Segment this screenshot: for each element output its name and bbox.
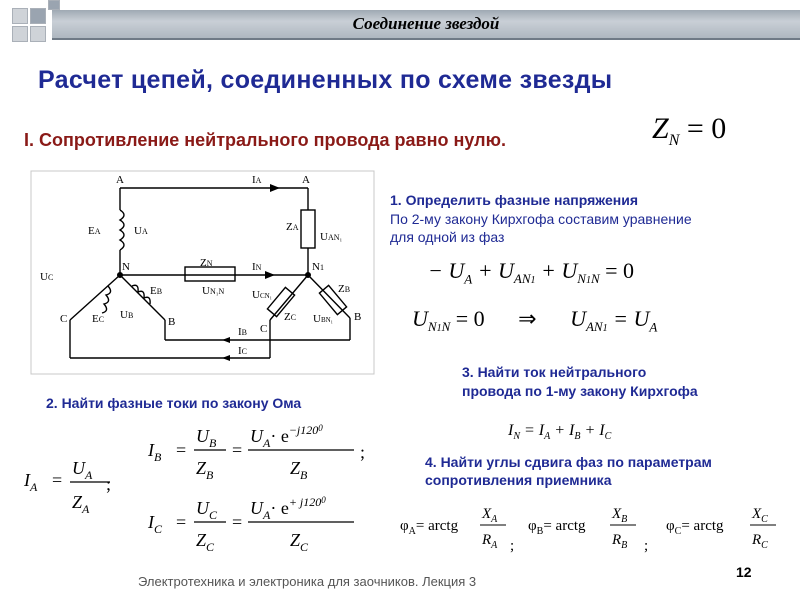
label-IA: IA xyxy=(252,174,262,186)
decor-square xyxy=(30,26,46,42)
decor-square xyxy=(30,8,46,24)
label-UBN: UBN₁ xyxy=(313,313,334,325)
ic-eq1: = xyxy=(176,512,187,532)
footer-text: Электротехника и электроника для заочников. Лекция 3 xyxy=(138,574,477,589)
ib-den2: $Z_B$ xyxy=(290,458,308,482)
label-UA: UA xyxy=(134,225,148,237)
node-A-left: A xyxy=(116,174,124,186)
ia-eq: = xyxy=(52,470,63,490)
node-B-right: B xyxy=(354,311,362,323)
ib-eq1: = xyxy=(176,440,187,460)
label-ZN: ZN xyxy=(200,257,213,269)
header-banner xyxy=(52,10,800,40)
phi-a xyxy=(400,506,514,554)
label-UAN: UAN₁ xyxy=(320,231,343,243)
label-UNN: UN₁N xyxy=(202,285,225,297)
page-number: 12 xyxy=(736,564,752,580)
ic-eq2: = xyxy=(232,512,243,532)
phi-b xyxy=(528,506,648,554)
node-B-left: B xyxy=(168,316,176,328)
section-heading: I. Сопротивление нейтрального провода равно нулю. xyxy=(24,130,506,150)
step1-heading: 1. Определить фазные напряжения xyxy=(390,192,639,208)
ib-num2: $U_A\cdot e^{-j120}0$ xyxy=(250,423,323,450)
ic-num2: $U_A\cdot e^{+ j120}0$ xyxy=(250,495,326,522)
svg-text:φA= arctg: $\varphi_A=$ arctg xyxy=(400,518,459,537)
node-C-left: C xyxy=(60,313,68,325)
node-N1: N1 xyxy=(312,261,324,273)
svg-text:RA: $R_A$ xyxy=(482,532,498,551)
step4-line2: сопротивления приемника xyxy=(425,472,612,488)
ic-den1: $Z_C$ xyxy=(196,530,215,554)
label-EA: EA xyxy=(88,225,101,237)
ic-num1: $U_C$ xyxy=(196,498,218,522)
label-EB: EB xyxy=(150,285,163,297)
banner-title: Соединение звездой xyxy=(352,14,500,33)
step4-line1: 4. Найти углы сдвига фаз по параметрам xyxy=(425,454,712,470)
ib-lhs: $I_B$ xyxy=(148,440,162,464)
page-title: Расчет цепей, соединенных по схеме звезды xyxy=(38,66,613,94)
svg-text:;: ; xyxy=(510,538,515,554)
step3-line2: провода по 1-му закону Кирхгофа xyxy=(462,383,698,399)
decor-square xyxy=(12,26,28,42)
ia-lhs: $I_A$ xyxy=(24,470,38,494)
ib-eq2: = xyxy=(232,440,243,460)
node-A-right: A xyxy=(302,174,310,186)
label-UB: UB xyxy=(120,309,134,321)
svg-text:φC= arctg: $\varphi_C=$ arctg xyxy=(666,518,724,537)
ia-num: $U_A$ xyxy=(72,458,93,482)
label-EC: EC xyxy=(92,313,105,325)
label-UC: UC xyxy=(40,271,54,283)
decor-square xyxy=(48,0,60,10)
ib-tail: ; xyxy=(360,442,366,462)
ia-tail: ; xyxy=(106,474,112,494)
svg-text:XC: $X_C$ xyxy=(752,506,768,525)
step3-line1: 3. Найти ток нейтрального xyxy=(462,364,647,380)
label-ZB: ZB xyxy=(338,283,351,295)
phi-c xyxy=(666,506,776,551)
ic-lhs: $I_C$ xyxy=(148,512,163,536)
svg-text:RC: $R_C$ xyxy=(752,532,768,551)
phase-current-formulas xyxy=(14,418,384,563)
kirchhoff-equation: − $U_A + U_{AN1} + U_{N1N} = 0$ xyxy=(428,258,635,287)
star-circuit-diagram xyxy=(30,170,375,375)
label-UCN: UCN₁ xyxy=(252,289,273,301)
neutral-voltage-equation: $U_{N1N} = 0$ ⇒ $U_{AN1} = U_A$ xyxy=(412,306,658,335)
ia-den: $Z_A$ xyxy=(72,492,90,516)
label-IC: IC xyxy=(238,345,248,357)
svg-text:φB= arctg: $\varphi_B=$ arctg xyxy=(528,518,586,537)
svg-text:RB: $R_B$ xyxy=(612,532,628,551)
zn-equation: $Z_N = 0$ xyxy=(652,112,727,149)
label-ZC: ZC xyxy=(284,311,297,323)
step2-heading: 2. Найти фазные токи по закону Ома xyxy=(46,395,302,411)
svg-text:XB: $X_B$ xyxy=(612,506,628,525)
svg-text:;: ; xyxy=(644,538,649,554)
step1-line1: По 2-му закону Кирхгофа составим уравнение xyxy=(390,211,692,227)
neutral-current-formula: $I_N = I_A + I_B + I_C$ xyxy=(508,422,612,443)
ib-den1: $Z_B$ xyxy=(196,458,214,482)
label-IN: IN xyxy=(252,261,262,273)
ic-den2: $Z_C$ xyxy=(290,530,309,554)
svg-text:XA: $X_A$ xyxy=(482,506,498,525)
node-N: N xyxy=(122,261,130,273)
decor-square xyxy=(12,8,28,24)
node-C-right: C xyxy=(260,323,268,335)
ib-num1: $U_B$ xyxy=(196,426,217,450)
label-IB: IB xyxy=(238,326,248,338)
label-ZA: ZA xyxy=(286,221,299,233)
phase-angle-formulas xyxy=(396,498,792,562)
step1-line2: для одной из фаз xyxy=(390,229,505,245)
